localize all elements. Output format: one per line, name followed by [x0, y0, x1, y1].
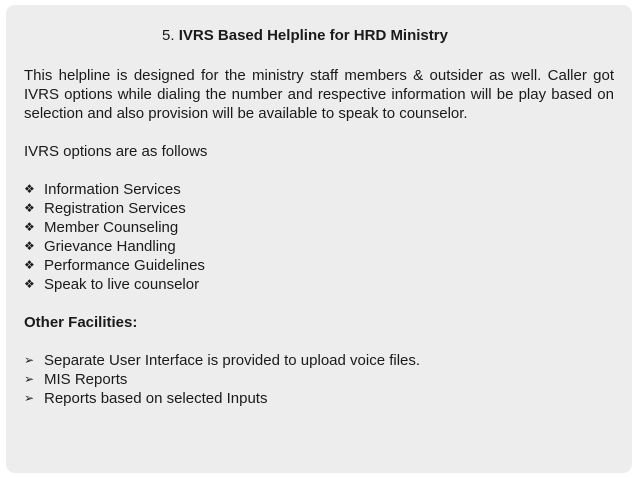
options-label: IVRS options are as follows [24, 143, 208, 160]
list-item [24, 275, 614, 294]
option-label: Speak to live counselor [44, 276, 200, 293]
option-label: Information Services [44, 181, 181, 198]
option-label: Registration Services [44, 200, 186, 217]
list-item [24, 199, 614, 218]
arrow-bullet-icon: ➢ [24, 372, 35, 386]
diamond-bullet-icon: ❖ [24, 258, 35, 272]
diamond-bullet-icon: ❖ [24, 220, 35, 234]
other-facilities-list [24, 351, 614, 408]
diamond-bullet-icon: ❖ [24, 182, 35, 196]
list-item [24, 370, 614, 389]
list-item [24, 237, 614, 256]
facility-label: Separate User Interface is provided to upload voice files. [44, 352, 421, 369]
intro-paragraph: This helpline is designed for the ministry staff members & outsider as well. Caller got IVRS options while dialing the number and respective information will be play based on selection and also provision will be available to speak to counselor. [24, 67, 614, 122]
list-item [24, 256, 614, 275]
list-item [24, 351, 614, 370]
list-item [24, 389, 614, 408]
slide-body [24, 66, 614, 408]
slide [6, 5, 632, 473]
list-item [24, 218, 614, 237]
diamond-bullet-icon: ❖ [24, 239, 35, 253]
option-label: Performance Guidelines [44, 257, 205, 274]
facility-label: MIS Reports [44, 371, 128, 388]
heading-number: 5. [162, 27, 175, 44]
slide-heading [6, 27, 604, 44]
arrow-bullet-icon: ➢ [24, 391, 35, 405]
arrow-bullet-icon: ➢ [24, 353, 35, 367]
heading-title: IVRS Based Helpline for HRD Ministry [178, 27, 448, 44]
diamond-bullet-icon: ❖ [24, 277, 35, 291]
list-item [24, 180, 614, 199]
ivrs-options-list [24, 180, 614, 294]
option-label: Grievance Handling [44, 238, 176, 255]
option-label: Member Counseling [44, 219, 179, 236]
facility-label: Reports based on selected Inputs [44, 390, 268, 407]
other-facilities-label: Other Facilities: [24, 314, 138, 331]
diamond-bullet-icon: ❖ [24, 201, 35, 215]
